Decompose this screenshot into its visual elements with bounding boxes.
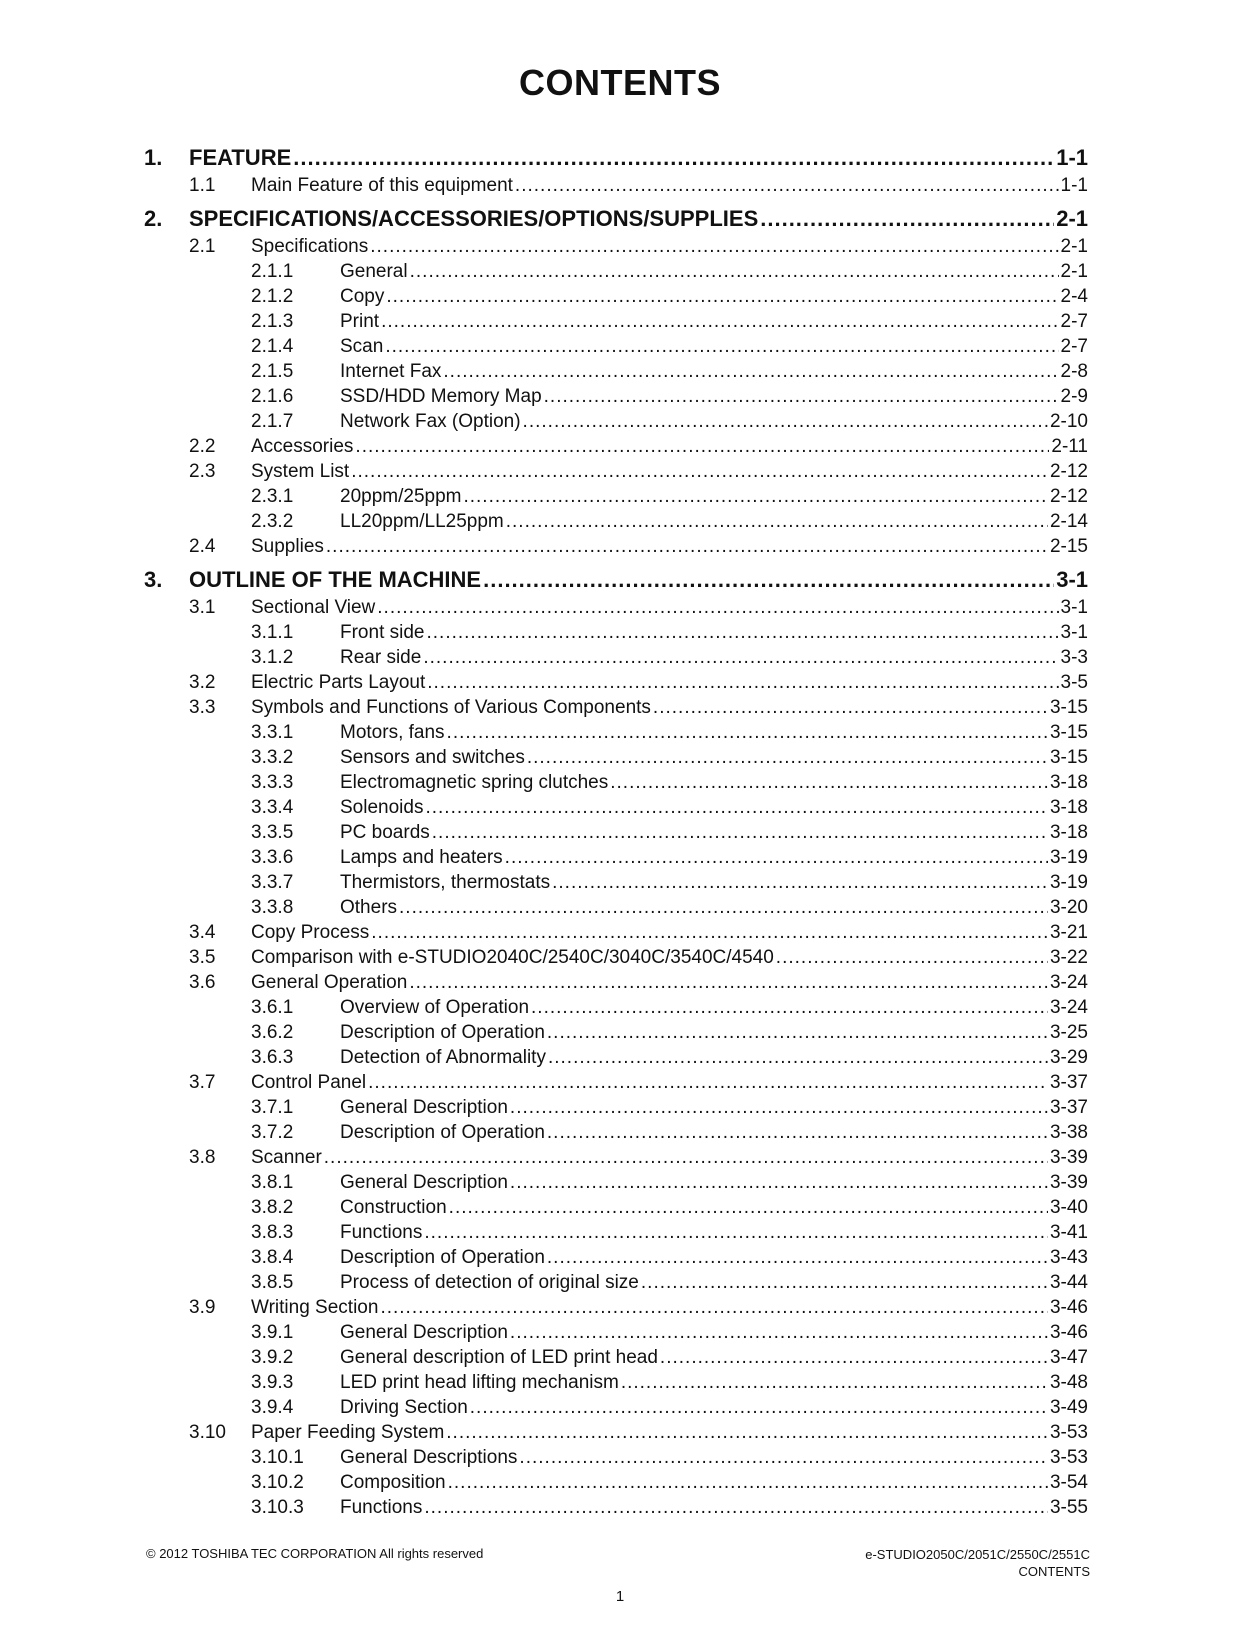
toc-dot-leader xyxy=(552,870,1048,895)
toc-entry-title: Copy xyxy=(340,286,385,307)
toc-entry-number: 3.7.1 xyxy=(251,1097,294,1118)
toc-subsection-entry xyxy=(144,334,1088,359)
toc-entry-page: 2-1 xyxy=(1056,206,1088,231)
toc-dot-leader xyxy=(660,1345,1048,1370)
toc-dot-leader xyxy=(510,1170,1048,1195)
toc-entry-number: 3.10.1 xyxy=(251,1447,304,1468)
toc-entry-title: Scan xyxy=(340,336,384,357)
toc-entry-title: Scanner xyxy=(251,1147,322,1168)
toc-subsection-entry xyxy=(144,745,1088,770)
toc-entry-number: 3.3.6 xyxy=(251,847,294,868)
toc-subsection-entry xyxy=(144,895,1088,920)
toc-entry-page: 3-15 xyxy=(1049,697,1088,718)
toc-entry-page: 3-19 xyxy=(1049,847,1088,868)
toc-entry-title: General Operation xyxy=(251,972,408,993)
toc-entry-page: 3-3 xyxy=(1060,647,1088,668)
toc-entry-title: Comparison with e-STUDIO2040C/2540C/3040C/3540C/4540 xyxy=(251,947,774,968)
toc-dot-leader xyxy=(548,1045,1048,1070)
toc-entry-title: System List xyxy=(251,461,350,482)
toc-section-entry xyxy=(144,234,1088,259)
toc-dot-leader xyxy=(409,970,1048,995)
toc-dot-leader xyxy=(399,895,1048,920)
toc-entry-title: Electromagnetic spring clutches xyxy=(340,772,609,793)
toc-section-entry xyxy=(144,173,1088,198)
toc-entry-number: 2.3.1 xyxy=(251,486,294,507)
toc-entry-number: 3.8.1 xyxy=(251,1172,294,1193)
toc-subsection-entry xyxy=(144,1445,1088,1470)
toc-dot-leader xyxy=(426,620,1058,645)
table-of-contents xyxy=(144,142,1088,1520)
toc-entry-number: 3.1.2 xyxy=(251,647,294,668)
toc-entry-page: 3-25 xyxy=(1049,1022,1088,1043)
toc-dot-leader xyxy=(483,564,1054,595)
toc-entry-title: Sectional View xyxy=(251,597,376,618)
footer-copyright: © 2012 TOSHIBA TEC CORPORATION All rights reserved xyxy=(146,1546,484,1561)
toc-entry-title: Motors, fans xyxy=(340,722,445,743)
toc-entry-number: 3.10.2 xyxy=(251,1472,304,1493)
toc-entry-page: 3-41 xyxy=(1049,1222,1088,1243)
toc-entry-title: Writing Section xyxy=(251,1297,379,1318)
toc-entry-number: 3. xyxy=(144,567,163,592)
toc-entry-title: SPECIFICATIONS/ACCESSORIES/OPTIONS/SUPPLIES xyxy=(189,206,759,231)
toc-entry-title: Process of detection of original size xyxy=(340,1272,639,1293)
toc-dot-leader xyxy=(531,995,1048,1020)
toc-dot-leader xyxy=(427,670,1058,695)
toc-subsection-entry xyxy=(144,384,1088,409)
toc-dot-leader xyxy=(510,1320,1048,1345)
toc-entry-title: Electric Parts Layout xyxy=(251,672,426,693)
toc-dot-leader xyxy=(351,459,1048,484)
toc-section-entry xyxy=(144,945,1088,970)
toc-entry-title: Sensors and switches xyxy=(340,747,525,768)
toc-dot-leader xyxy=(776,945,1048,970)
toc-entry-page: 1-1 xyxy=(1060,175,1088,196)
toc-entry-title: Supplies xyxy=(251,536,324,557)
toc-entry-page: 3-39 xyxy=(1049,1172,1088,1193)
page-number: 1 xyxy=(615,1588,625,1605)
toc-dot-leader xyxy=(510,1095,1048,1120)
toc-entry-title: Front side xyxy=(340,622,425,643)
toc-entry-number: 3.3.4 xyxy=(251,797,294,818)
toc-entry-title: SSD/HDD Memory Map xyxy=(340,386,542,407)
toc-entry-title: Copy Process xyxy=(251,922,370,943)
toc-entry-title: Internet Fax xyxy=(340,361,442,382)
toc-entry-number: 2.3.2 xyxy=(251,511,294,532)
toc-dot-leader xyxy=(653,695,1048,720)
toc-subsection-entry xyxy=(144,645,1088,670)
toc-entry-number: 3.9.1 xyxy=(251,1322,294,1343)
toc-entry-title: FEATURE xyxy=(189,145,292,170)
toc-entry-page: 3-5 xyxy=(1060,672,1088,693)
toc-entry-page: 3-18 xyxy=(1049,797,1088,818)
toc-entry-title: Description of Operation xyxy=(340,1022,545,1043)
page-title: CONTENTS xyxy=(519,62,721,103)
toc-entry-page: 3-46 xyxy=(1049,1322,1088,1343)
toc-entry-number: 3.9 xyxy=(189,1297,216,1318)
toc-section-entry xyxy=(144,970,1088,995)
toc-section-entry xyxy=(144,434,1088,459)
toc-subsection-entry xyxy=(144,1320,1088,1345)
toc-entry-title: Functions xyxy=(340,1222,423,1243)
toc-entry-page: 3-55 xyxy=(1049,1497,1088,1518)
toc-section-entry xyxy=(144,459,1088,484)
toc-dot-leader xyxy=(547,1245,1048,1270)
toc-subsection-entry xyxy=(144,1045,1088,1070)
toc-entry-page: 3-38 xyxy=(1049,1122,1088,1143)
toc-entry-title: 20ppm/25ppm xyxy=(340,486,462,507)
toc-entry-title: General Descriptions xyxy=(340,1447,518,1468)
toc-entry-title: Print xyxy=(340,311,380,332)
toc-entry-title: Lamps and heaters xyxy=(340,847,503,868)
toc-section-entry xyxy=(144,670,1088,695)
toc-entry-number: 3.6 xyxy=(189,972,216,993)
toc-entry-title: Functions xyxy=(340,1497,423,1518)
toc-entry-page: 2-7 xyxy=(1060,311,1088,332)
toc-entry-number: 3.8 xyxy=(189,1147,216,1168)
toc-entry-page: 2-1 xyxy=(1060,236,1088,257)
toc-dot-leader xyxy=(527,745,1048,770)
toc-entry-number: 3.8.5 xyxy=(251,1272,294,1293)
toc-entry-page: 3-18 xyxy=(1049,822,1088,843)
toc-entry-title: LL20ppm/LL25ppm xyxy=(340,511,504,532)
toc-entry-title: General Description xyxy=(340,1172,508,1193)
toc-dot-leader xyxy=(371,920,1048,945)
toc-entry-page: 3-39 xyxy=(1049,1147,1088,1168)
toc-dot-leader xyxy=(370,234,1058,259)
toc-section-entry xyxy=(144,1295,1088,1320)
toc-entry-title: Driving Section xyxy=(340,1397,468,1418)
toc-entry-title: Others xyxy=(340,897,398,918)
toc-entry-number: 3.3.7 xyxy=(251,872,294,893)
toc-section-entry xyxy=(144,920,1088,945)
toc-entry-number: 2.1.2 xyxy=(251,286,294,307)
toc-entry-number: 3.5 xyxy=(189,947,216,968)
toc-entry-number: 2. xyxy=(144,206,163,231)
toc-entry-number: 3.9.3 xyxy=(251,1372,294,1393)
toc-subsection-entry xyxy=(144,845,1088,870)
toc-subsection-entry xyxy=(144,309,1088,334)
toc-dot-leader xyxy=(443,359,1058,384)
toc-entry-number: 3.3.3 xyxy=(251,772,294,793)
toc-entry-number: 3.9.4 xyxy=(251,1397,294,1418)
toc-chapter-entry xyxy=(144,564,1088,595)
toc-entry-number: 3.10.3 xyxy=(251,1497,304,1518)
toc-entry-page: 2-9 xyxy=(1060,386,1088,407)
toc-entry-page: 3-1 xyxy=(1056,567,1088,592)
toc-entry-title: Construction xyxy=(340,1197,447,1218)
toc-subsection-entry xyxy=(144,1020,1088,1045)
toc-subsection-entry xyxy=(144,484,1088,509)
toc-entry-number: 1.1 xyxy=(189,175,216,196)
toc-entry-page: 2-8 xyxy=(1060,361,1088,382)
toc-chapter-entry xyxy=(144,142,1088,173)
toc-entry-number: 2.1 xyxy=(189,236,216,257)
toc-dot-leader xyxy=(424,1495,1048,1520)
toc-entry-number: 1. xyxy=(144,145,163,170)
toc-entry-page: 3-37 xyxy=(1049,1072,1088,1093)
toc-dot-leader xyxy=(368,1070,1048,1095)
toc-entry-number: 3.7.2 xyxy=(251,1122,294,1143)
toc-entry-page: 3-21 xyxy=(1049,922,1088,943)
toc-dot-leader xyxy=(523,409,1048,434)
toc-subsection-entry xyxy=(144,1245,1088,1270)
toc-dot-leader xyxy=(432,820,1048,845)
toc-entry-number: 3.6.2 xyxy=(251,1022,294,1043)
toc-entry-page: 3-54 xyxy=(1049,1472,1088,1493)
toc-entry-number: 3.10 xyxy=(189,1422,226,1443)
toc-dot-leader xyxy=(505,845,1048,870)
toc-subsection-entry xyxy=(144,1195,1088,1220)
toc-entry-number: 2.2 xyxy=(189,436,216,457)
toc-dot-leader xyxy=(547,1020,1048,1045)
toc-subsection-entry xyxy=(144,1120,1088,1145)
toc-dot-leader xyxy=(424,1220,1048,1245)
toc-entry-page: 3-15 xyxy=(1049,747,1088,768)
toc-entry-page: 2-14 xyxy=(1049,511,1088,532)
toc-entry-title: LED print head lifting mechanism xyxy=(340,1372,619,1393)
toc-entry-number: 3.9.2 xyxy=(251,1347,294,1368)
toc-entry-title: Composition xyxy=(340,1472,446,1493)
toc-subsection-entry xyxy=(144,1495,1088,1520)
toc-entry-number: 2.4 xyxy=(189,536,216,557)
toc-subsection-entry xyxy=(144,409,1088,434)
toc-subsection-entry xyxy=(144,720,1088,745)
toc-subsection-entry xyxy=(144,359,1088,384)
toc-dot-leader xyxy=(641,1270,1048,1295)
toc-dot-leader xyxy=(519,1445,1048,1470)
toc-entry-number: 3.8.4 xyxy=(251,1247,294,1268)
toc-entry-number: 3.6.1 xyxy=(251,997,294,1018)
toc-entry-number: 3.3 xyxy=(189,697,216,718)
toc-section-entry xyxy=(144,534,1088,559)
toc-section-entry xyxy=(144,595,1088,620)
toc-subsection-entry xyxy=(144,995,1088,1020)
toc-subsection-entry xyxy=(144,1370,1088,1395)
toc-entry-page: 1-1 xyxy=(1056,145,1088,170)
toc-entry-number: 3.4 xyxy=(189,922,216,943)
toc-entry-number: 3.2 xyxy=(189,672,216,693)
toc-entry-number: 2.1.5 xyxy=(251,361,294,382)
toc-dot-leader xyxy=(506,509,1048,534)
toc-subsection-entry xyxy=(144,870,1088,895)
toc-entry-title: Solenoids xyxy=(340,797,424,818)
toc-dot-leader xyxy=(447,720,1048,745)
toc-section-entry xyxy=(144,1420,1088,1445)
toc-entry-page: 3-49 xyxy=(1049,1397,1088,1418)
toc-entry-number: 2.1.4 xyxy=(251,336,294,357)
toc-entry-title: Control Panel xyxy=(251,1072,367,1093)
toc-dot-leader xyxy=(377,595,1058,620)
toc-entry-page: 3-47 xyxy=(1049,1347,1088,1368)
toc-entry-page: 2-12 xyxy=(1049,461,1088,482)
toc-dot-leader xyxy=(380,1295,1048,1320)
toc-entry-title: Thermistors, thermostats xyxy=(340,872,551,893)
toc-entry-title: Symbols and Functions of Various Components xyxy=(251,697,651,718)
toc-subsection-entry xyxy=(144,509,1088,534)
toc-dot-leader xyxy=(385,334,1058,359)
toc-entry-page: 3-15 xyxy=(1049,722,1088,743)
toc-entry-title: Description of Operation xyxy=(340,1247,545,1268)
toc-entry-title: General Description xyxy=(340,1322,508,1343)
toc-dot-leader xyxy=(423,645,1058,670)
toc-entry-page: 3-22 xyxy=(1049,947,1088,968)
footer-model: e-STUDIO2050C/2051C/2550C/2551C xyxy=(865,1547,1090,1562)
toc-entry-title: Accessories xyxy=(251,436,354,457)
toc-entry-number: 3.7 xyxy=(189,1072,216,1093)
toc-entry-page: 3-53 xyxy=(1049,1447,1088,1468)
toc-dot-leader xyxy=(448,1470,1048,1495)
toc-section-entry xyxy=(144,1145,1088,1170)
toc-entry-title: General description of LED print head xyxy=(340,1347,658,1368)
toc-entry-page: 2-11 xyxy=(1051,436,1088,457)
toc-subsection-entry xyxy=(144,284,1088,309)
toc-entry-title: General xyxy=(340,261,408,282)
toc-entry-page: 2-10 xyxy=(1049,411,1088,432)
toc-dot-leader xyxy=(621,1370,1048,1395)
toc-entry-page: 3-20 xyxy=(1049,897,1088,918)
toc-entry-page: 3-24 xyxy=(1049,972,1088,993)
toc-subsection-entry xyxy=(144,770,1088,795)
toc-entry-number: 2.1.3 xyxy=(251,311,294,332)
toc-entry-number: 3.1.1 xyxy=(251,622,294,643)
toc-entry-title: Detection of Abnormality xyxy=(340,1047,546,1068)
toc-entry-page: 3-46 xyxy=(1049,1297,1088,1318)
toc-dot-leader xyxy=(463,484,1048,509)
toc-subsection-entry xyxy=(144,1220,1088,1245)
toc-entry-page: 3-24 xyxy=(1049,997,1088,1018)
toc-dot-leader xyxy=(446,1420,1048,1445)
toc-entry-title: General Description xyxy=(340,1097,508,1118)
toc-dot-leader xyxy=(544,384,1059,409)
toc-entry-title: Description of Operation xyxy=(340,1122,545,1143)
toc-entry-title: Network Fax (Option) xyxy=(340,411,521,432)
toc-entry-page: 2-15 xyxy=(1049,536,1088,557)
toc-entry-number: 3.3.1 xyxy=(251,722,294,743)
toc-entry-title: OUTLINE OF THE MACHINE xyxy=(189,567,482,592)
toc-subsection-entry xyxy=(144,1270,1088,1295)
toc-entry-title: PC boards xyxy=(340,822,430,843)
toc-entry-number: 3.8.3 xyxy=(251,1222,294,1243)
toc-subsection-entry xyxy=(144,1470,1088,1495)
toc-entry-page: 2-7 xyxy=(1060,336,1088,357)
toc-entry-title: Rear side xyxy=(340,647,422,668)
footer-section: CONTENTS xyxy=(1018,1564,1090,1579)
toc-entry-number: 3.3.5 xyxy=(251,822,294,843)
toc-subsection-entry xyxy=(144,620,1088,645)
toc-dot-leader xyxy=(381,309,1058,334)
toc-subsection-entry xyxy=(144,820,1088,845)
toc-dot-leader xyxy=(355,434,1049,459)
toc-dot-leader xyxy=(547,1120,1048,1145)
toc-dot-leader xyxy=(515,173,1059,198)
toc-entry-page: 2-1 xyxy=(1060,261,1088,282)
toc-dot-leader xyxy=(324,1145,1048,1170)
toc-entry-page: 3-40 xyxy=(1049,1197,1088,1218)
toc-entry-page: 3-18 xyxy=(1049,772,1088,793)
toc-entry-page: 3-43 xyxy=(1049,1247,1088,1268)
toc-dot-leader xyxy=(425,795,1048,820)
toc-entry-title: Paper Feeding System xyxy=(251,1422,445,1443)
toc-entry-page: 2-4 xyxy=(1060,286,1088,307)
toc-entry-number: 3.8.2 xyxy=(251,1197,294,1218)
toc-subsection-entry xyxy=(144,1345,1088,1370)
toc-entry-number: 2.1.1 xyxy=(251,261,294,282)
toc-entry-page: 3-44 xyxy=(1049,1272,1088,1293)
toc-entry-number: 3.6.3 xyxy=(251,1047,294,1068)
toc-entry-number: 3.3.2 xyxy=(251,747,294,768)
footer-document-info xyxy=(865,1546,1090,1580)
toc-subsection-entry xyxy=(144,795,1088,820)
toc-entry-number: 2.3 xyxy=(189,461,216,482)
toc-dot-leader xyxy=(760,203,1054,234)
toc-section-entry xyxy=(144,695,1088,720)
toc-entry-page: 3-19 xyxy=(1049,872,1088,893)
toc-chapter-entry xyxy=(144,203,1088,234)
toc-entry-page: 3-1 xyxy=(1060,597,1088,618)
toc-entry-number: 2.1.7 xyxy=(251,411,294,432)
toc-dot-leader xyxy=(610,770,1048,795)
toc-entry-number: 3.3.8 xyxy=(251,897,294,918)
toc-entry-page: 3-1 xyxy=(1060,622,1088,643)
toc-entry-number: 2.1.6 xyxy=(251,386,294,407)
toc-dot-leader xyxy=(326,534,1048,559)
toc-entry-title: Main Feature of this equipment xyxy=(251,175,513,196)
toc-subsection-entry xyxy=(144,1170,1088,1195)
toc-entry-page: 2-12 xyxy=(1049,486,1088,507)
toc-dot-leader xyxy=(470,1395,1048,1420)
toc-entry-number: 3.1 xyxy=(189,597,216,618)
toc-dot-leader xyxy=(410,259,1059,284)
toc-entry-page: 3-37 xyxy=(1049,1097,1088,1118)
toc-entry-title: Specifications xyxy=(251,236,369,257)
toc-dot-leader xyxy=(293,142,1054,173)
toc-dot-leader xyxy=(386,284,1058,309)
toc-entry-page: 3-29 xyxy=(1049,1047,1088,1068)
toc-entry-page: 3-48 xyxy=(1049,1372,1088,1393)
toc-entry-title: Overview of Operation xyxy=(340,997,530,1018)
toc-subsection-entry xyxy=(144,259,1088,284)
toc-section-entry xyxy=(144,1070,1088,1095)
toc-subsection-entry xyxy=(144,1395,1088,1420)
toc-dot-leader xyxy=(449,1195,1048,1220)
toc-entry-page: 3-53 xyxy=(1049,1422,1088,1443)
toc-subsection-entry xyxy=(144,1095,1088,1120)
